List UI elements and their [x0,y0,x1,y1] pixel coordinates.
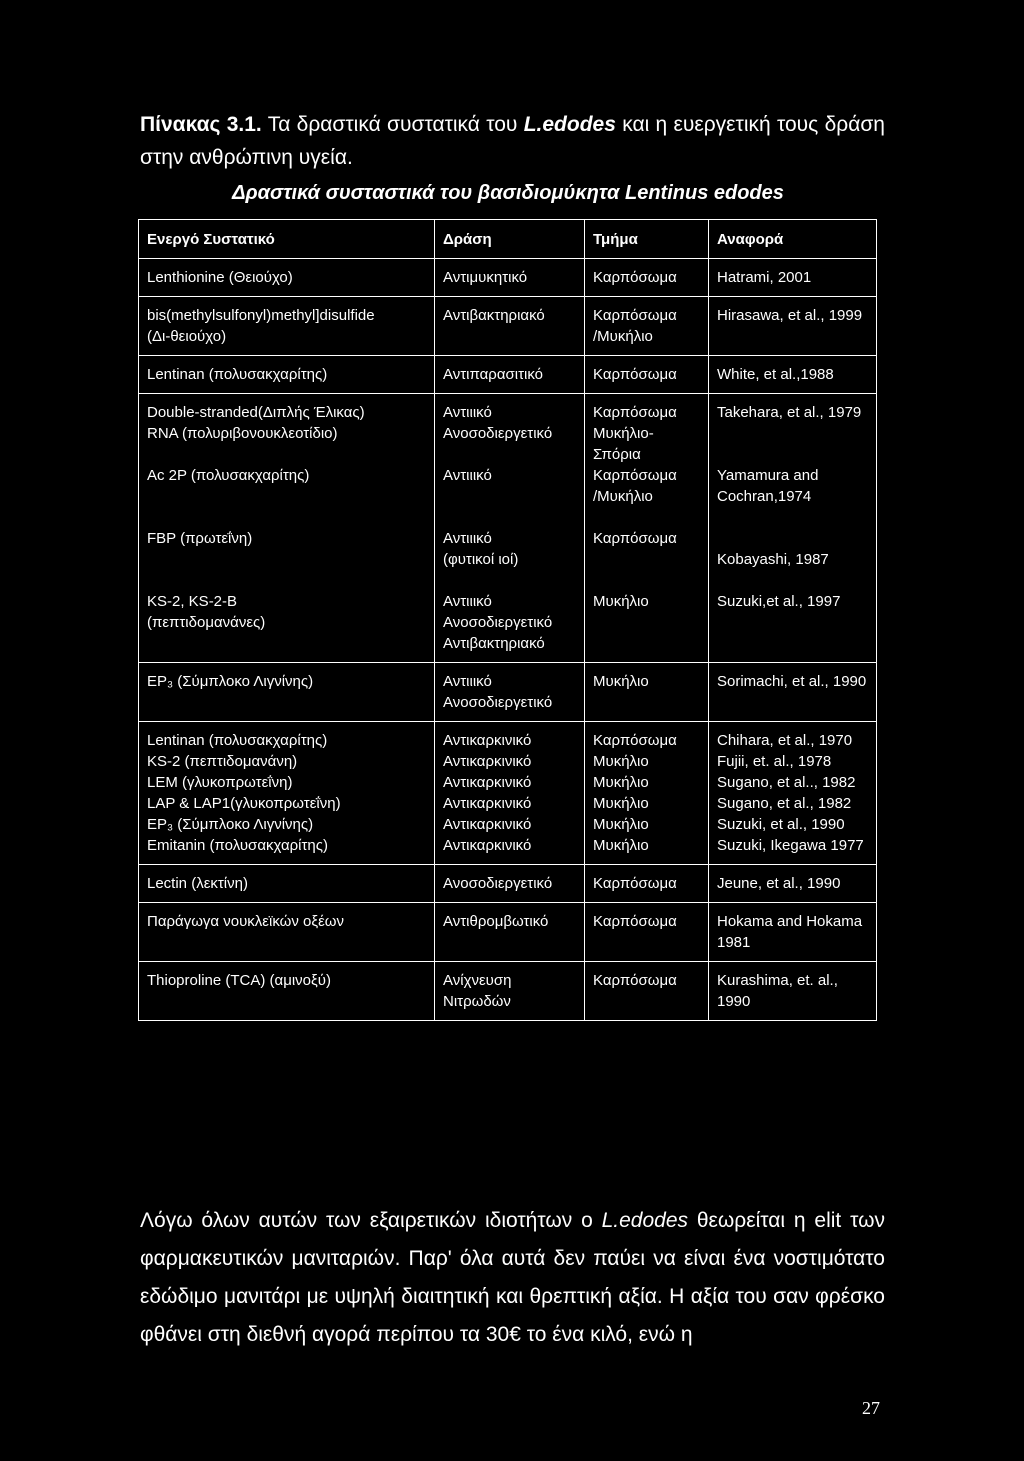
cell-reference [709,663,877,722]
cell-line: EP₃ (Σύμπλοκο Λιγνίνης) [147,816,314,833]
table-row [139,722,877,865]
table-caption [140,108,885,174]
cell-line: Fujii, et. al., 1978 [717,753,832,770]
cell-line [147,444,426,465]
cell-action [435,722,585,865]
cell-line [147,570,426,591]
cell-line: Καρπόσωμα [593,307,677,324]
cell-line: Suzuki, Ikegawa 1977 [717,837,864,854]
cell-line [717,423,868,444]
cell-line: KS-2 (πεπτιδομανάνη) [147,753,298,770]
cell-part [585,663,709,722]
cell-line [147,486,426,507]
cell-line: Jeune, et al., 1990 [717,875,841,892]
cell-line [717,570,868,591]
cell-line: Παράγωγα νουκλεϊκών οξέων [147,913,344,930]
cell-line: Double-stranded(Διπλής Έλικας) [147,404,365,421]
cell-part [585,865,709,903]
cell-line: Καρπόσωμα [593,913,677,930]
cell-line [717,528,868,549]
cell-reference [709,356,877,394]
cell-line: bis(methylsulfonyl)methyl]disulfide [147,307,375,324]
cell-line: Ανίχνευση [443,972,512,989]
cell-line: Αντικαρκινικό [443,753,532,770]
header-compound: Ενεργό Συστατικό [139,220,435,259]
cell-compound [139,297,435,356]
cell-part [585,962,709,1021]
cell-line: Emitanin (πολυσακχαρίτης) [147,837,328,854]
cell-line: Καρπόσωμα [593,875,677,892]
cell-reference [709,259,877,297]
cell-line: Καρπόσωμα [593,972,677,989]
cell-line: Lectin (λεκτίνη) [147,875,248,892]
cell-line: Σπόρια [593,446,641,463]
cell-line: Μυκήλιο- [593,425,654,442]
cell-line: Μυκήλιο [593,774,649,791]
cell-reference [709,962,877,1021]
cell-line: Καρπόσωμα [593,467,677,484]
cell-compound [139,722,435,865]
cell-line [443,570,576,591]
cell-line: Καρπόσωμα [593,269,677,286]
cell-reference [709,394,877,663]
header-part: Τμήμα [585,220,709,259]
cell-action [435,297,585,356]
header-reference: Αναφορά [709,220,877,259]
compounds-table [138,219,877,1021]
header-action: Δράση [435,220,585,259]
cell-compound [139,962,435,1021]
body-paragraph [140,1202,885,1354]
cell-line: (Δι-θειούχο) [147,328,227,345]
cell-action [435,394,585,663]
cell-action [435,356,585,394]
cell-line: Αντικαρκινικό [443,732,532,749]
cell-compound [139,356,435,394]
cell-line [593,507,700,528]
table-row [139,297,877,356]
table-title: Δραστικά συσταστικά του βασιδιομύκητα Lentinus edodes [232,182,784,204]
cell-line: Ανοσοδιεργετικό [443,425,553,442]
caption-prefix: Πίνακας 3.1. [140,113,262,136]
cell-compound [139,663,435,722]
cell-action [435,259,585,297]
cell-line: Lentinan (πολυσακχαρίτης) [147,366,328,383]
cell-line: Αντιιικό [443,404,492,421]
cell-line: Kurashima, et. al., 1990 [717,972,838,1010]
cell-line: RNA (πολυριβονουκλεοτίδιο) [147,425,338,442]
table-row [139,903,877,962]
cell-part [585,903,709,962]
cell-line: (φυτικοί ιοί) [443,551,519,568]
cell-action [435,903,585,962]
cell-compound [139,394,435,663]
cell-line: Hokama and Hokama 1981 [717,913,863,951]
cell-line: Καρπόσωμα [593,404,677,421]
table-row [139,259,877,297]
cell-line: Καρπόσωμα [593,366,677,383]
cell-part [585,394,709,663]
body-text-after: θεωρείται η elit των φαρμακευτικών μανιταριών. Παρ' όλα αυτά δεν παύει να είναι ένα νοστιμότατο εδώδιμο μανιτάρι με υψηλή διαιτητική και θρεπτική αξία. Η αξία του σαν φρέσκο φθάνει στη διεθνή αγορά περίπου τα 30€ το ένα κιλό, ενώ η [140,1209,885,1346]
cell-part [585,722,709,865]
cell-line: Μυκήλιο [593,593,649,610]
cell-line: Sorimachi, et al., 1990 [717,673,867,690]
cell-reference [709,903,877,962]
cell-line: Μυκήλιο [593,753,649,770]
table-row [139,962,877,1021]
cell-line: Μυκήλιο [593,816,649,833]
cell-line: Lenthionine (Θειούχο) [147,269,293,286]
cell-line: White, et al.,1988 [717,366,834,383]
cell-line: Thioproline (TCA) (αμινοξύ) [147,972,331,989]
cell-line: Ανοσοδιεργετικό [443,614,553,631]
cell-line: Αντικαρκινικό [443,795,532,812]
cell-line: Suzuki,et al., 1997 [717,593,841,610]
cell-line: Αντιπαρασιτικό [443,366,544,383]
cell-line [443,507,576,528]
cell-line: EP₃ (Σύμπλοκο Λιγνίνης) [147,673,314,690]
cell-line: Μυκήλιο [593,837,649,854]
cell-part [585,297,709,356]
cell-line: Μυκήλιο [593,795,649,812]
cell-reference [709,297,877,356]
cell-compound [139,903,435,962]
cell-line: Suzuki, et al., 1990 [717,816,845,833]
cell-line: KS-2, KS-2-B [147,593,238,610]
table-body [139,259,877,1021]
table-header-row [139,220,877,259]
cell-line [443,444,576,465]
table-row [139,356,877,394]
cell-line: Sugano, et al., 1982 [717,795,852,812]
cell-line: Αντιμυκητικό [443,269,528,286]
body-text-before: Λόγω όλων αυτών των εξαιρετικών ιδιοτήτων ο [140,1209,602,1232]
cell-line [147,549,426,570]
cell-action [435,865,585,903]
cell-part [585,356,709,394]
cell-line: Αντικαρκινικό [443,837,532,854]
cell-line: (πεπτιδομανάνες) [147,614,266,631]
cell-line [593,570,700,591]
cell-line: Lentinan (πολυσακχαρίτης) [147,732,328,749]
cell-line: Αντιιικό [443,673,492,690]
cell-line [717,507,868,528]
cell-line: Αντιβακτηριακό [443,635,545,652]
cell-line: Αντιβακτηριακό [443,307,545,324]
cell-action [435,663,585,722]
cell-line: /Μυκήλιο [593,488,653,505]
cell-line: Hatrami, 2001 [717,269,812,286]
cell-line [443,486,576,507]
cell-compound [139,865,435,903]
cell-line: Hirasawa, et al., 1999 [717,307,863,324]
cell-line: Ac 2P (πολυσακχαρίτης) [147,467,310,484]
cell-line: Ανοσοδιεργετικό [443,875,553,892]
cell-line: Αντικαρκινικό [443,774,532,791]
cell-line: /Μυκήλιο [593,328,653,345]
cell-reference [709,722,877,865]
cell-line [593,549,700,570]
cell-line: Αντιιικό [443,530,492,547]
cell-line: Yamamura and Cochran,1974 [717,467,819,505]
cell-line: Καρπόσωμα [593,530,677,547]
cell-line: Kobayashi, 1987 [717,551,829,568]
body-species: L.edodes [601,1209,689,1232]
cell-line: Sugano, et al.., 1982 [717,774,856,791]
table-row [139,394,877,663]
cell-line: Αντιθρομβωτικό [443,913,549,930]
caption-text-before: Τα δραστικά συστατικά του [261,113,524,136]
cell-line: Νιτρωδών [443,993,511,1010]
cell-reference [709,865,877,903]
cell-line [717,444,868,465]
cell-line: Ανοσοδιεργετικό [443,694,553,711]
cell-action [435,962,585,1021]
caption-text-after: και η ευεργετική τους δράση στην ανθρώπινη υγεία. [140,113,885,169]
cell-line: FBP (πρωτεΐνη) [147,530,253,547]
cell-line: Chihara, et al., 1970 [717,732,853,749]
caption-species: L.edodes [523,113,616,136]
cell-compound [139,259,435,297]
table-row [139,663,877,722]
cell-line: Αντιιικό [443,593,492,610]
table-row [139,865,877,903]
cell-line: LEM (γλυκοπρωτεΐνη) [147,774,293,791]
cell-line: Καρπόσωμα [593,732,677,749]
page-number: 27 [862,1398,880,1418]
cell-part [585,259,709,297]
cell-line: Takehara, et al., 1979 [717,404,862,421]
cell-line: LAP & LAP1(γλυκοπρωτεΐνη) [147,795,341,812]
cell-line: Μυκήλιο [593,673,649,690]
cell-line: Αντιιικό [443,467,492,484]
cell-line: Αντικαρκινικό [443,816,532,833]
cell-line [147,507,426,528]
